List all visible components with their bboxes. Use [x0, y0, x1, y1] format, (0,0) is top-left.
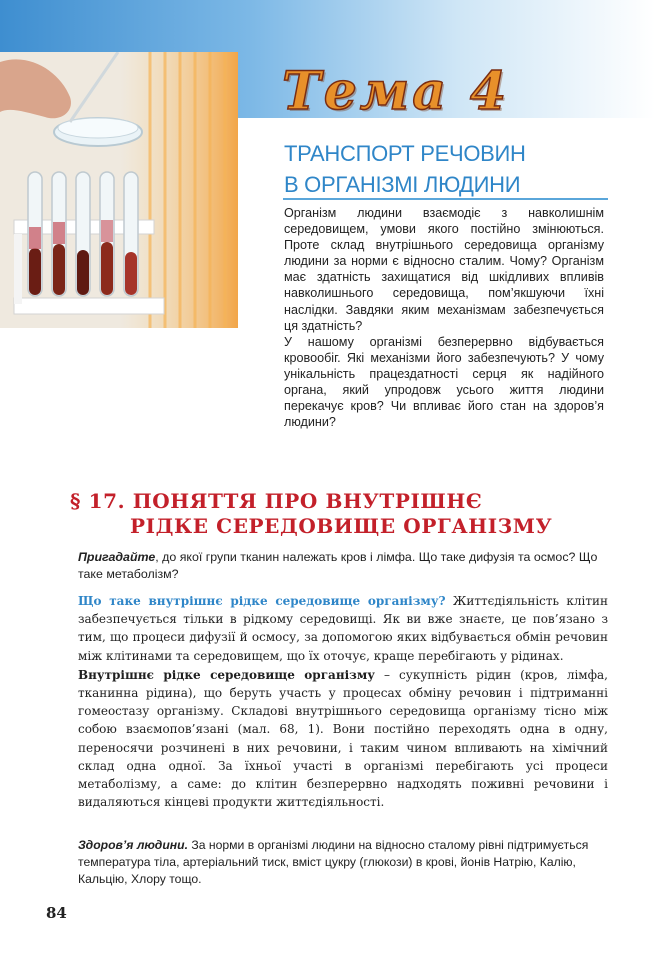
key-question: Що таке внутрішнє рідке середовище організму? [78, 594, 446, 608]
section-title-line2: РІДКЕ СЕРЕДОВИЩЕ ОРГАНІЗМУ [130, 514, 553, 538]
paragraph-text: – сукупність рідин (кров, лімфа, тканинна рідина), що беруть участь у процесах обміну речовин і підтриманні гомеостазу організму. Складові внутрішнього середовища організму тісно між собою взаємопов’язані (мал. 68, 1). Вони постійно переходять одна в одну, переносячи розчинені в них речовини, і таким чином впливають на хімічний склад одна одної. За їхньої участі в організмі перебігають усі процеси метаболізму, а саме: до клітин безперервно надходять поживні речовини і видаляються кінцеві продукти життєдіяльності. [78, 667, 608, 810]
section-body [78, 592, 608, 811]
theme-title: Тема 4 [282, 61, 510, 122]
body-paragraph [78, 592, 608, 665]
intro-text [284, 205, 604, 430]
subject-title-line1: ТРАНСПОРТ РЕЧОВИН [284, 141, 526, 166]
health-text: За норми в організмі людини на відносно сталому рівні підтримується температура тіла, артеріальний тиск, вміст цукру (глюкози) в крові, йонів Натрію, Калію, Кальцію, Хлору тощо. [78, 838, 589, 886]
subject-title-line2: В ОРГАНІЗМІ ЛЮДИНИ [284, 172, 521, 197]
section-number: § 17. [70, 489, 126, 513]
definition-term: Внутрішнє рідке середовище організму [78, 667, 375, 682]
health-lead: Здоров’я людини. [78, 838, 188, 852]
recall-prompt [78, 549, 608, 583]
lab-test-tubes-photo [0, 52, 238, 328]
subject-title [284, 138, 624, 200]
health-note [78, 837, 610, 888]
recall-lead: Пригадайте [78, 550, 156, 564]
section-title-line1: ПОНЯТТЯ ПРО ВНУТРІШНЄ [132, 489, 483, 513]
body-paragraph [78, 666, 608, 812]
title-underline [283, 198, 608, 200]
intro-paragraph: Організм людини взаємодіє з навколишнім середовищем, умови якого постійно змінюються. Проте склад внутрішнього середовища організму людини за норми є відносно сталим. Чому? Організм має здатність захищатися від шкідливих впливів навколишнього середовища, пом’якшуючи їхні наслідки. Завдяки яким механізмам забезпечується ця здатність? [284, 206, 604, 333]
page-number: 84 [46, 904, 67, 922]
intro-paragraph: У нашому організмі безперервно відбувається кровообіг. Які механізми його забезпечують? У чому унікальність працездатності серця як надійного органа, який упродовж усього життя людини перекачує кров? Чи впливає його стан на здоров’я людини? [284, 334, 604, 430]
test-tubes-illustration [0, 52, 238, 328]
section-heading [70, 489, 630, 539]
paragraph-text: Життєдіяльність клітин забезпечується тільки в рідкому середовищі. Як ви вже знаєте, це пов’язано з тим, що процеси дифузії й осмосу, за допомогою яких відбувається обмін речовин між клітинами та середовищем, що їх оточує, краще перебігають у рідинах. [78, 594, 608, 663]
recall-text: , до якої групи тканин належать кров і лімфа. Що таке дифузія та осмос? Що таке метаболізм? [78, 550, 598, 581]
